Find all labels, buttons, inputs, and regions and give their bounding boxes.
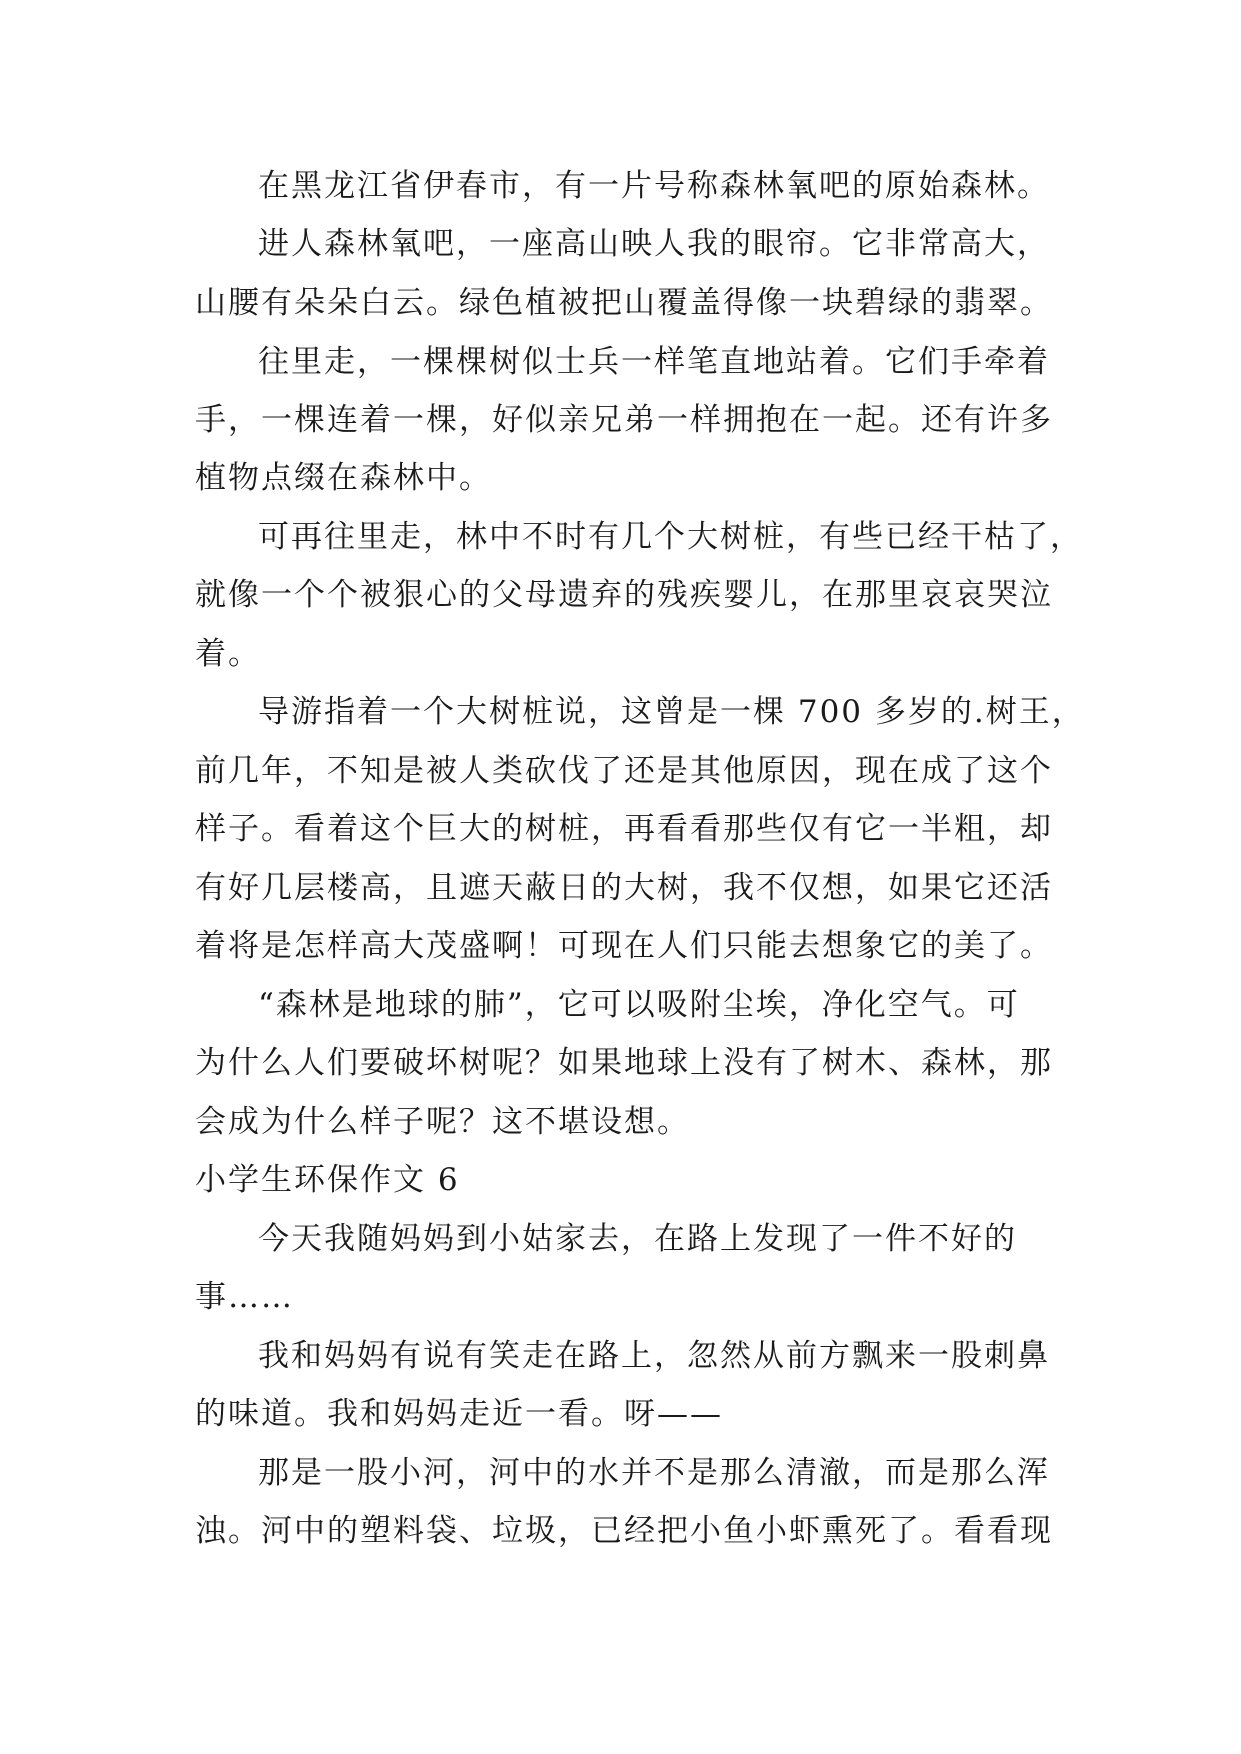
text-line: 我和妈妈有说有笑走在路上，忽然从前方飘来一股刺鼻	[258, 1338, 1050, 1374]
text-line: 往里走，一棵棵树似士兵一样笔直地站着。它们手牵着	[258, 344, 1050, 380]
text-line: 事……	[195, 1279, 294, 1315]
text-line: 为什么人们要破坏树呢？如果地球上没有了树木、森林，那	[195, 1045, 1053, 1081]
text-line: 着。	[195, 636, 261, 672]
text-line: 山腰有朵朵白云。绿色植被把山覆盖得像一块碧绿的翡翠。	[195, 285, 1053, 321]
text-line: 着将是怎样高大茂盛啊！可现在人们只能去想象它的美了。	[195, 928, 1053, 964]
text-line: 前几年，不知是被人类砍伐了还是其他原因，现在成了这个	[195, 753, 1053, 789]
text-line: 浊。河中的塑料袋、垃圾，已经把小鱼小虾熏死了。看看现	[195, 1513, 1053, 1549]
text-line: 在黑龙江省伊春市，有一片号称森林氧吧的原始森林。	[258, 168, 1050, 204]
text-line: 样子。看着这个巨大的树桩，再看看那些仅有它一半粗，却	[195, 811, 1053, 847]
text-line: 那是一股小河，河中的水并不是那么清澈，而是那么浑	[258, 1455, 1050, 1491]
text-line: 进人森林氧吧，一座高山映人我的眼帘。它非常高大，	[258, 226, 1050, 262]
text-line: 植物点缀在森林中。	[195, 460, 492, 496]
text-line: 导游指着一个大树桩说，这曾是一棵 700 多岁的.树王，	[258, 694, 1085, 730]
text-line: 的味道。我和妈妈走近一看。呀——	[195, 1396, 723, 1432]
text-line: 会成为什么样子呢？这不堪设想。	[195, 1104, 690, 1140]
section-heading: 小学生环保作文 6	[195, 1162, 460, 1198]
text-line: “森林是地球的肺”，它可以吸附尘埃，净化空气。可	[258, 987, 1020, 1023]
text-line: 有好几层楼高，且遮天蔽日的大树，我不仅想，如果它还活	[195, 870, 1053, 906]
text-line: 手，一棵连着一棵，好似亲兄弟一样拥抱在一起。还有许多	[195, 402, 1053, 438]
text-line: 今天我随妈妈到小姑家去，在路上发现了一件不好的	[258, 1221, 1017, 1257]
text-line: 就像一个个被狠心的父母遗弃的残疾婴儿，在那里哀哀哭泣	[195, 577, 1053, 613]
text-line: 可再往里走，林中不时有几个大树桩，有些已经干枯了，	[258, 519, 1083, 555]
